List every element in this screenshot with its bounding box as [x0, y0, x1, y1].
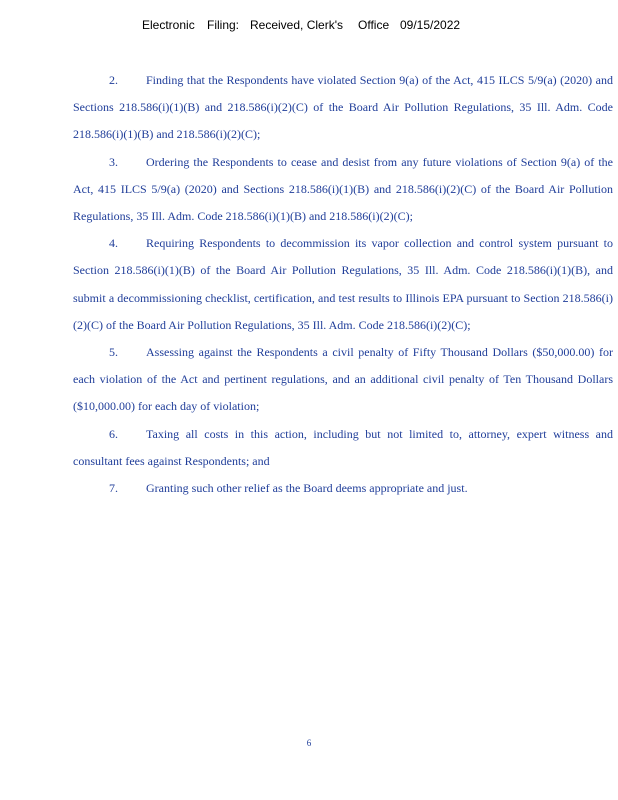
document-body	[73, 67, 613, 502]
list-item	[73, 67, 613, 149]
header-filing: Filing:	[207, 18, 240, 32]
page-number: 6	[306, 738, 312, 748]
item-text: Assessing against the Respondents a civil penalty of Fifty Thousand Dollars ($50,000.00) for each violation of the Act and pertinent regulations, and an additional civil penalty of Ten Thousand Dollars ($10,000.00) for each day of violation;	[73, 345, 613, 414]
item-number: 5.	[109, 345, 118, 360]
item-text: Ordering the Respondents to cease and desist from any future violations of Section 9(a) of the Act, 415 ILCS 5/9(a) (2020) and Sections 218.586(i)(1)(B) and 218.586(i)(2)(C) of the Board Air Pollution Regulations, 35 Ill. Adm. Code 218.586(i)(1)(B) and 218.586(i)(2)(C);	[73, 154, 613, 224]
item-number: 2.	[109, 73, 118, 87]
item-text: Requiring Respondents to decommission its vapor collection and control system pursuant to Section 218.586(i)(1)(B) of the Board Air Pollution Regulations, 35 Ill. Adm. Code 218.586(i)(1)(B), and submit a decommissioning checklist, certification, and test results to Illinois EPA pursuant to Section 218.586(i)(2)(C) of the Board Air Pollution Regulations, 35 Ill. Adm. Code 218.586(i)(2)(C);	[73, 236, 613, 332]
item-number: 3.	[109, 154, 118, 169]
header-received: Received, Clerk's	[250, 18, 343, 32]
item-number: 7.	[109, 481, 118, 496]
item-text: Taxing all costs in this action, including but not limited to, attorney, expert witness and consultant fees against Respondents; and	[73, 426, 613, 468]
header-office: Office	[358, 18, 390, 32]
list-item	[73, 339, 613, 421]
list-item	[73, 230, 613, 339]
item-text: Finding that the Respondents have violated Section 9(a) of the Act, 415 ILCS 5/9(a) (2020) and Sections 218.586(i)(1)(B) and 218.586(i)(2)(C) of the Board Air Pollution Regulations, 35 Ill. Adm. Code 218.586(i)(1)(B) and 218.586(i)(2)(C);	[73, 73, 613, 142]
item-number: 4.	[109, 236, 118, 251]
header-electronic: Electronic	[142, 18, 195, 32]
list-item	[73, 149, 613, 231]
item-number: 6.	[109, 426, 118, 441]
list-item	[73, 421, 613, 475]
list-item	[73, 475, 613, 502]
header-date: 09/15/2022	[400, 18, 461, 32]
item-text: Granting such other relief as the Board deems appropriate and just.	[146, 481, 468, 496]
